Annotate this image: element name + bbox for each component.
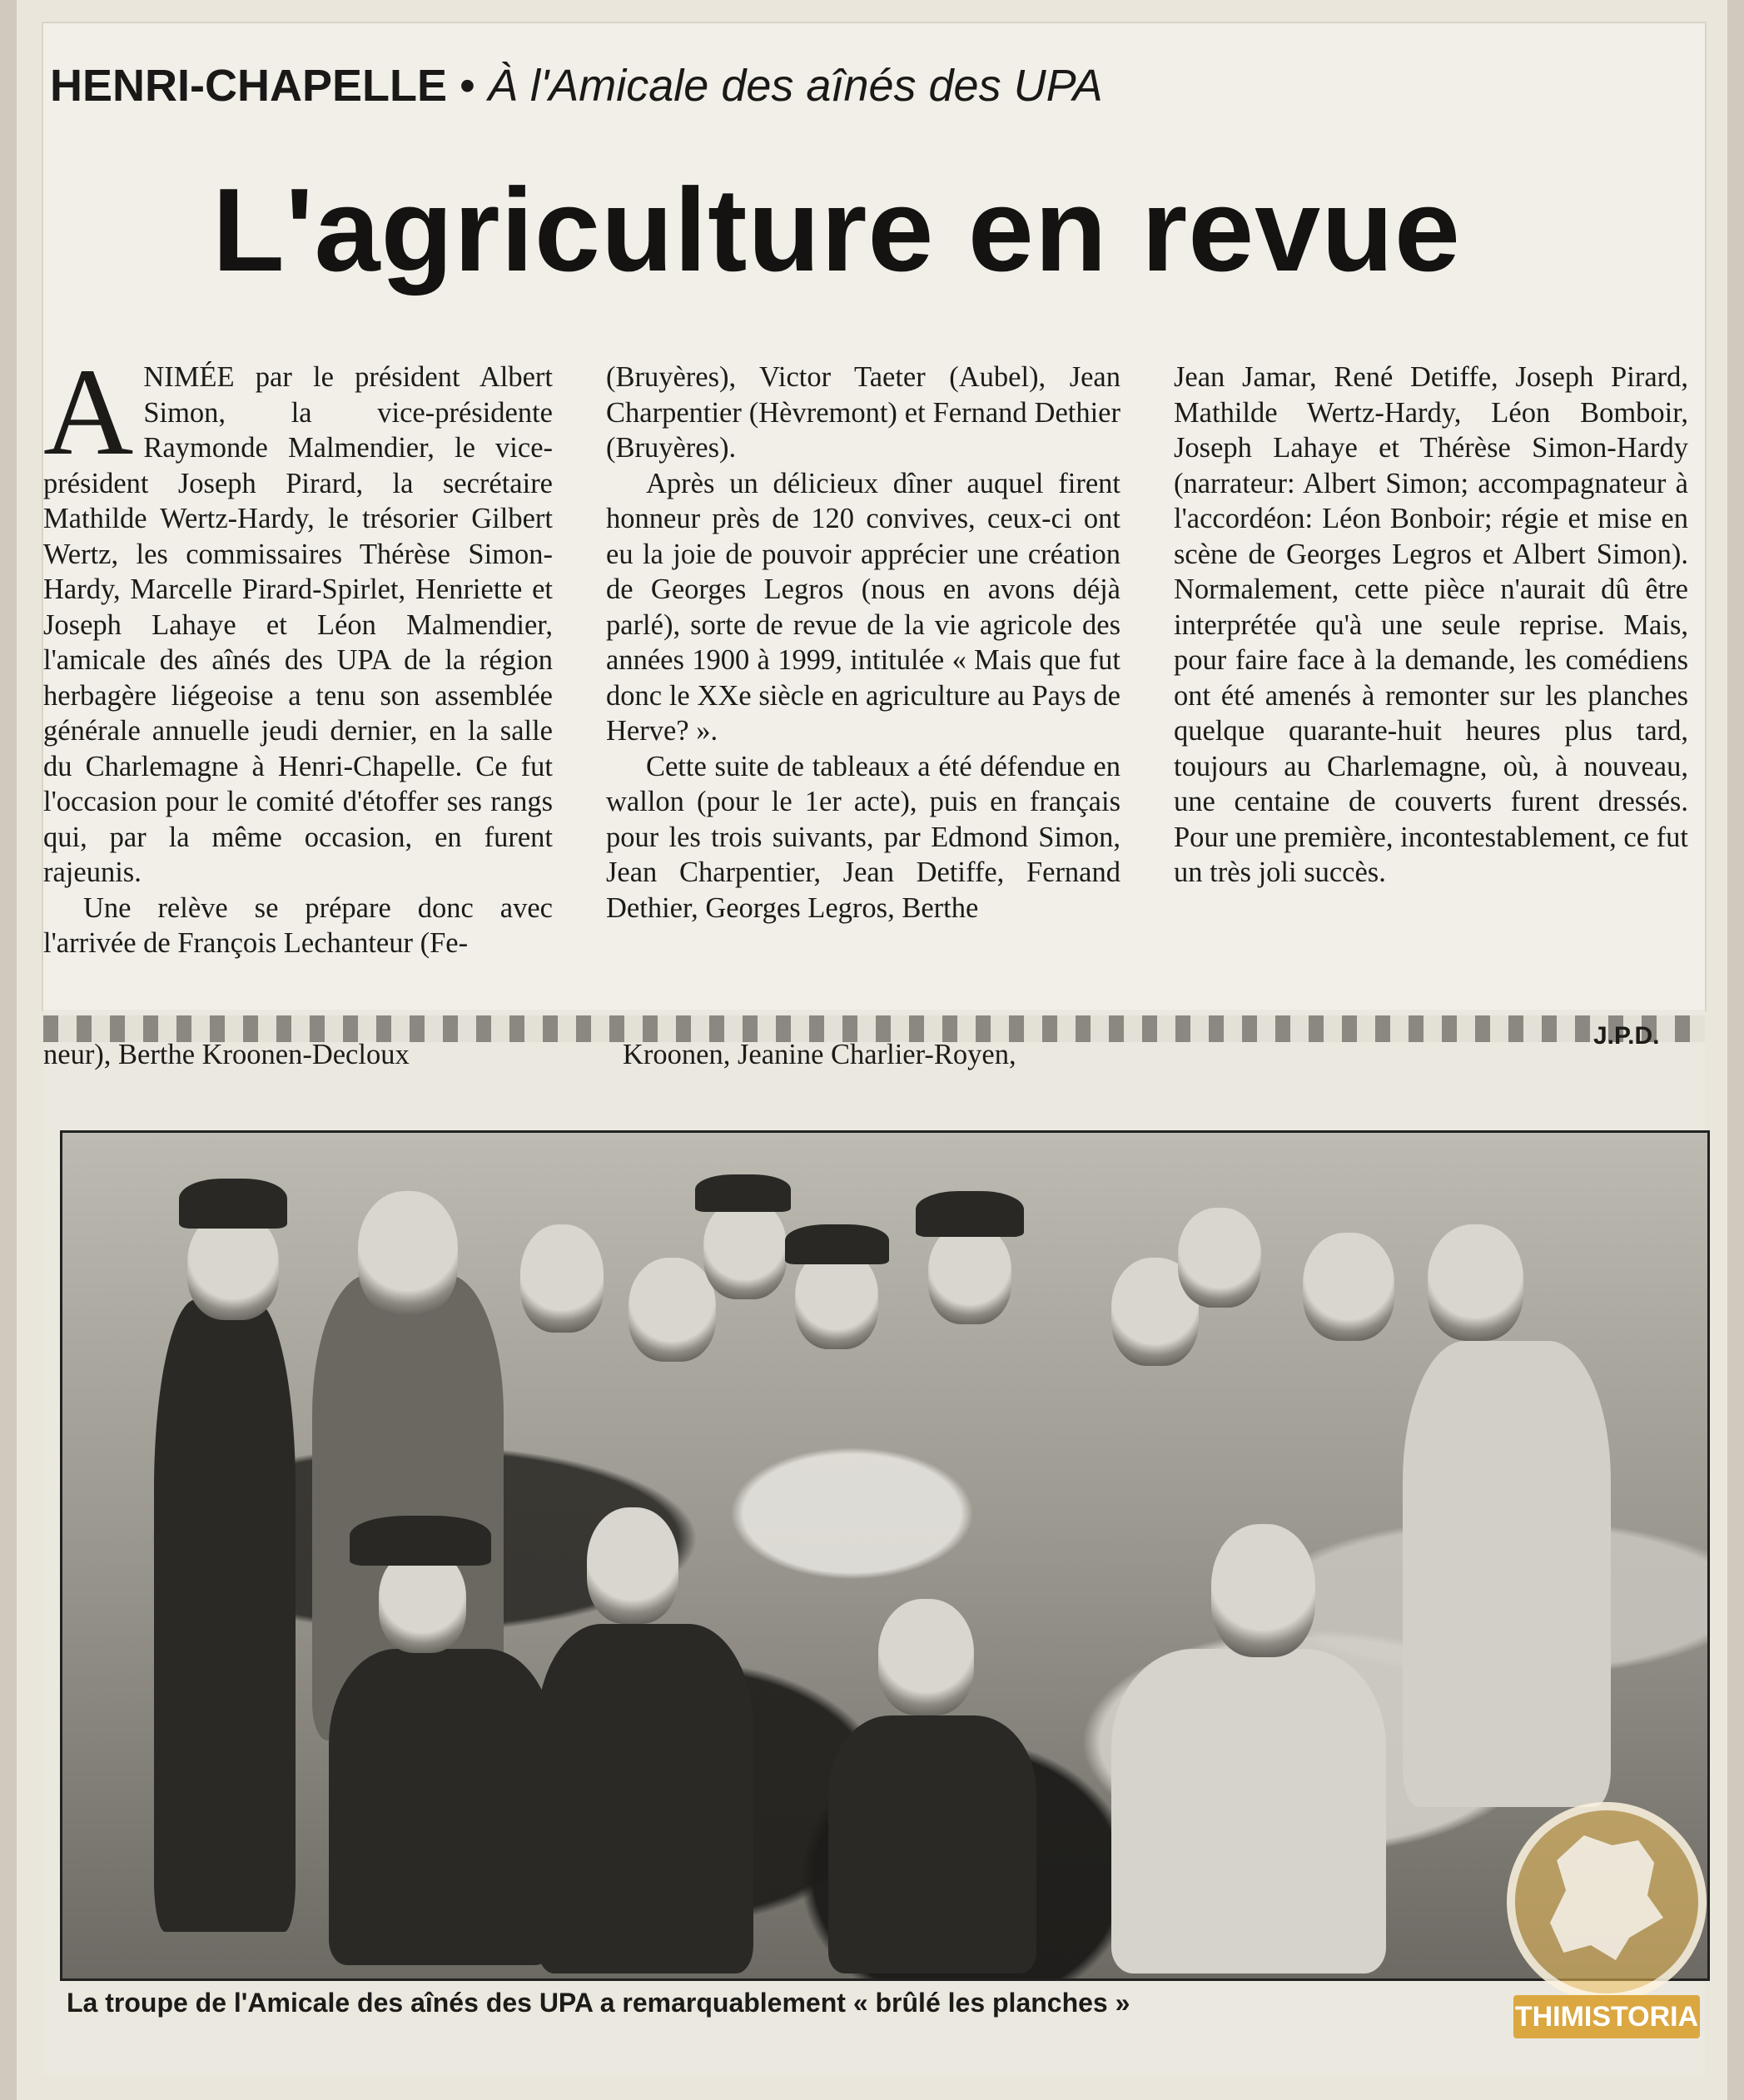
kicker-subtitle: À l'Amicale des aînés des UPA bbox=[487, 61, 1103, 111]
paragraph bbox=[43, 343, 553, 891]
column-2-continuation: Kroonen, Jeanine Charlier-Royen, bbox=[623, 1039, 1016, 1070]
paragraph: Une relève se prépare donc avec l'arrivée de François Lechanteur (Fe- bbox=[43, 891, 553, 959]
photo-figure bbox=[828, 1715, 1036, 1973]
photo-face bbox=[928, 1224, 1011, 1324]
paragraph: Après un délicieux dîner auquel firent honneur près de 120 convives, ceux-ci ont eu la joie de pouvoir apprécier une création de Georges Legros (nous en avons déjà parlé), sorte de revue de la vie agricole des années 1900 à 1999, intitulée « Mais que fut donc le XXe siècle en agriculture au Pays de Herve? ». bbox=[606, 467, 1120, 747]
photo-face bbox=[358, 1191, 458, 1316]
photo-figure bbox=[1403, 1341, 1611, 1807]
headline: L'agriculture en revue bbox=[212, 164, 1461, 296]
thimistoria-watermark bbox=[1507, 1802, 1707, 2085]
paragraph-text: NIMÉE par le président Albert Simon, la vice-présidente Raymonde Malmendier, le vice-président Joseph Pirard, la secrétaire Mathilde Wertz-Hardy, le trésorier Gilbert Wertz, les commissaires Thérèse Simon-Hardy, Marcelle Pirard-Spirlet, Henriette et Joseph Lahaye et Léon Malmendier, l'amicale des aînés des UPA de la région herbagère liégeoise a tenu son assemblée générale annuelle jeudi dernier, en la salle du Charlemagne à Henri-Chapelle. Ce fut l'occasion pour le comité d'étoffer ses rangs qui, par la même occasion, en furent rajeunis. bbox=[43, 361, 553, 888]
paragraph: (Bruyères), Victor Taeter (Aubel), Jean Charpentier (Hèvremont) et Fernand Dethier (Bruyères). bbox=[606, 361, 1120, 464]
photo-face bbox=[1178, 1208, 1261, 1308]
photo-hat bbox=[785, 1224, 889, 1264]
photo-face bbox=[1428, 1224, 1523, 1341]
photo-hat bbox=[916, 1191, 1024, 1237]
article-kicker bbox=[50, 60, 1103, 112]
byline: J.P.D. bbox=[1593, 1022, 1660, 1050]
photo-face bbox=[1211, 1524, 1315, 1657]
photo-face bbox=[703, 1199, 787, 1299]
photo-face bbox=[587, 1507, 678, 1624]
photo-figure bbox=[537, 1624, 753, 1973]
photo-face bbox=[795, 1249, 878, 1349]
article-column-2 bbox=[606, 360, 1120, 926]
photo-hat bbox=[179, 1179, 287, 1229]
photo-hat bbox=[695, 1174, 791, 1212]
photo-figure bbox=[154, 1299, 296, 1932]
photo-figure bbox=[1111, 1649, 1386, 1973]
photo-face bbox=[629, 1258, 716, 1362]
article-column-1 bbox=[43, 343, 553, 961]
column-1-continuation: neur), Berthe Kroonen-Decloux bbox=[43, 1039, 410, 1070]
paragraph: Jean Jamar, René Detiffe, Joseph Pirard, Mathilde Wertz-Hardy, Léon Bomboir, Joseph Lahaye et Thérèse Simon-Hardy (narrateur: Albert Simon; accompagnateur à l'accordéon: Léon Bonboir; régie et mise en scène de Georges Legros et Albert Simon). Normalement, cette pièce n'aurait dû être interprétée qu'à une seule reprise. Mais, pour faire face à la demande, les comédiens ont été amenés à remonter sur les planches quelque quarante-huit heures plus tard, toujours au Charlemagne, où, à nouveau, une centaine de couverts furent dressés. Pour une première, incontestablement, ce fut un très joli succès. bbox=[1174, 361, 1688, 888]
photo-face bbox=[520, 1224, 604, 1333]
article-column-3 bbox=[1174, 360, 1688, 891]
group-photo bbox=[60, 1130, 1710, 1981]
kicker-bullet: • bbox=[460, 61, 475, 111]
paragraph: Cette suite de tableaux a été défendue en wallon (pour le 1er acte), puis en français pour les trois suivants, par Edmond Simon, Jean Charpentier, Jean Detiffe, Fernand Dethier, Georges Legros, Berthe bbox=[606, 750, 1120, 924]
photo-hat bbox=[350, 1516, 491, 1566]
photo-caption: La troupe de l'Amicale des aînés des UPA a remarquablement « brûlé les planches » bbox=[67, 1988, 1130, 2018]
photo-figure bbox=[329, 1649, 554, 1965]
kicker-place: HENRI-CHAPELLE bbox=[50, 61, 448, 111]
photo-face bbox=[1303, 1233, 1394, 1341]
watermark-label: THIMISTORIA bbox=[1513, 1995, 1700, 2038]
photo-face bbox=[878, 1599, 974, 1715]
dropcap: A bbox=[43, 343, 134, 481]
